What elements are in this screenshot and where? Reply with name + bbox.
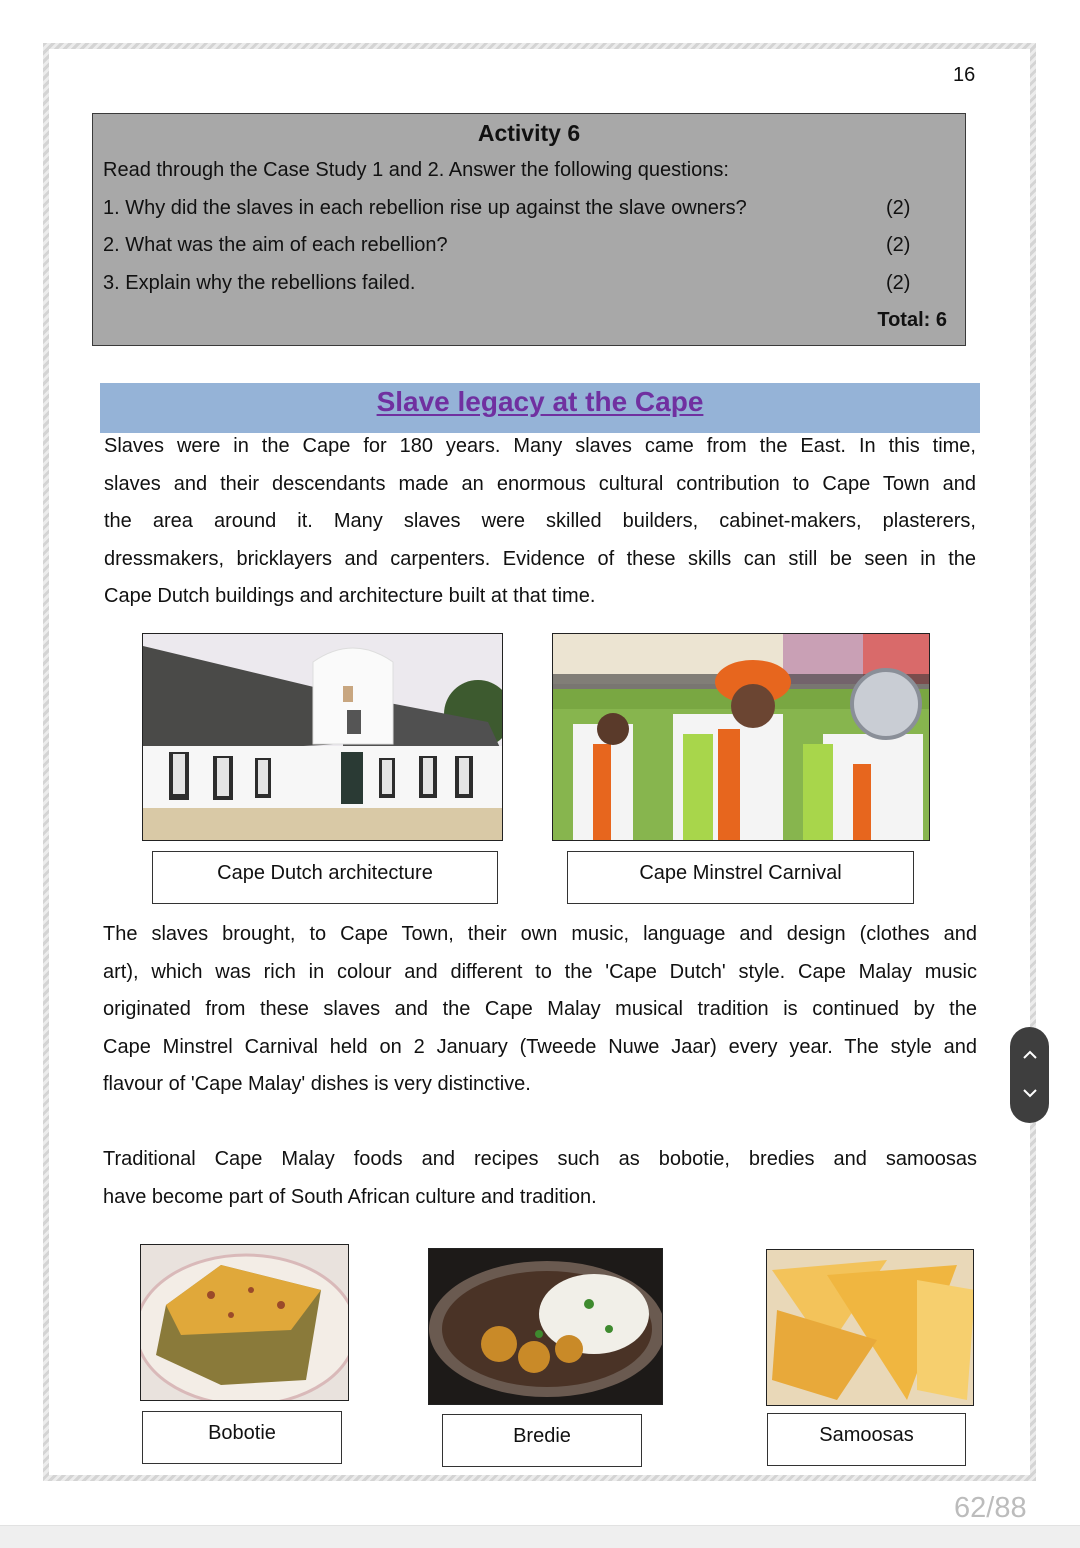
paragraph-line: The slaves brought, to Cape Town, their own music, language and design (clothes and [103, 923, 977, 945]
activity-title: Activity 6 [477, 120, 581, 146]
paragraph-music [103, 916, 977, 1104]
question-3: 3. Explain why the rebellions failed. [103, 272, 416, 294]
activity-total: Total: 6 [877, 309, 947, 331]
paragraph-line: the area around it. Many slaves were skilled builders, cabinet-makers, plasterers, [104, 510, 976, 532]
paragraph-line: Traditional Cape Malay foods and recipes such as bobotie, bredies and samoosas [103, 1148, 977, 1170]
paragraph-line: Cape Minstrel Carnival held on 2 January (Tweede Nuwe Jaar) every year. The style and [103, 1035, 977, 1058]
chevron-down-icon [1022, 1088, 1038, 1098]
section-header [100, 383, 980, 433]
page-scroll-control[interactable] [1010, 1027, 1049, 1123]
question-1: 1. Why did the slaves in each rebellion rise up against the slave owners? [103, 197, 747, 219]
question-1-mark: (2) [886, 197, 911, 219]
paragraph-line: dressmakers, bricklayers and carpenters. Evidence of these skills can still be seen in the [104, 547, 976, 570]
photo-bobotie [140, 1244, 349, 1401]
paragraph-line: Slaves were in the Cape for 180 years. Many slaves came from the East. In this time, [104, 435, 976, 457]
paragraph-line: flavour of 'Cape Malay' dishes is very distinctive. [103, 1073, 531, 1095]
caption-cape-minstrel-carnival: Cape Minstrel Carnival [567, 851, 914, 904]
bottom-bar [0, 1525, 1080, 1548]
question-2-mark: (2) [886, 234, 911, 256]
caption-bobotie: Bobotie [142, 1411, 342, 1464]
next-page-button[interactable] [1010, 1073, 1049, 1113]
caption-samoosas: Samoosas [767, 1413, 966, 1466]
caption-cape-dutch-architecture: Cape Dutch architecture [152, 851, 498, 904]
paragraph-line: art), which was rich in colour and different to the 'Cape Dutch' style. Cape Malay music [103, 960, 977, 983]
paragraph-line: originated from these slaves and the Cape Malay musical tradition is continued by the [103, 998, 977, 1020]
page-counter: 62/88 [954, 1492, 1027, 1524]
paragraph-intro [104, 428, 976, 616]
paragraph-food [103, 1141, 977, 1216]
activity-instruction: Read through the Case Study 1 and 2. Answer the following questions: [103, 159, 729, 181]
photo-bredie [428, 1248, 663, 1405]
chevron-up-icon [1022, 1050, 1038, 1060]
photo-cape-minstrel-carnival [552, 633, 930, 841]
question-3-mark: (2) [886, 272, 911, 294]
page-number: 16 [953, 64, 976, 86]
activity-box [92, 113, 966, 346]
previous-page-button[interactable] [1010, 1035, 1049, 1075]
photo-cape-dutch-architecture [142, 633, 503, 841]
section-title: Slave legacy at the Cape [376, 386, 704, 417]
paragraph-line: slaves and their descendants made an enormous cultural contribution to Cape Town and [104, 472, 976, 495]
caption-bredie: Bredie [442, 1414, 642, 1467]
paragraph-line: Cape Dutch buildings and architecture built at that time. [104, 585, 596, 607]
question-2: 2. What was the aim of each rebellion? [103, 234, 448, 256]
paragraph-line: have become part of South African culture and tradition. [103, 1185, 597, 1208]
photo-samoosas [766, 1249, 974, 1406]
